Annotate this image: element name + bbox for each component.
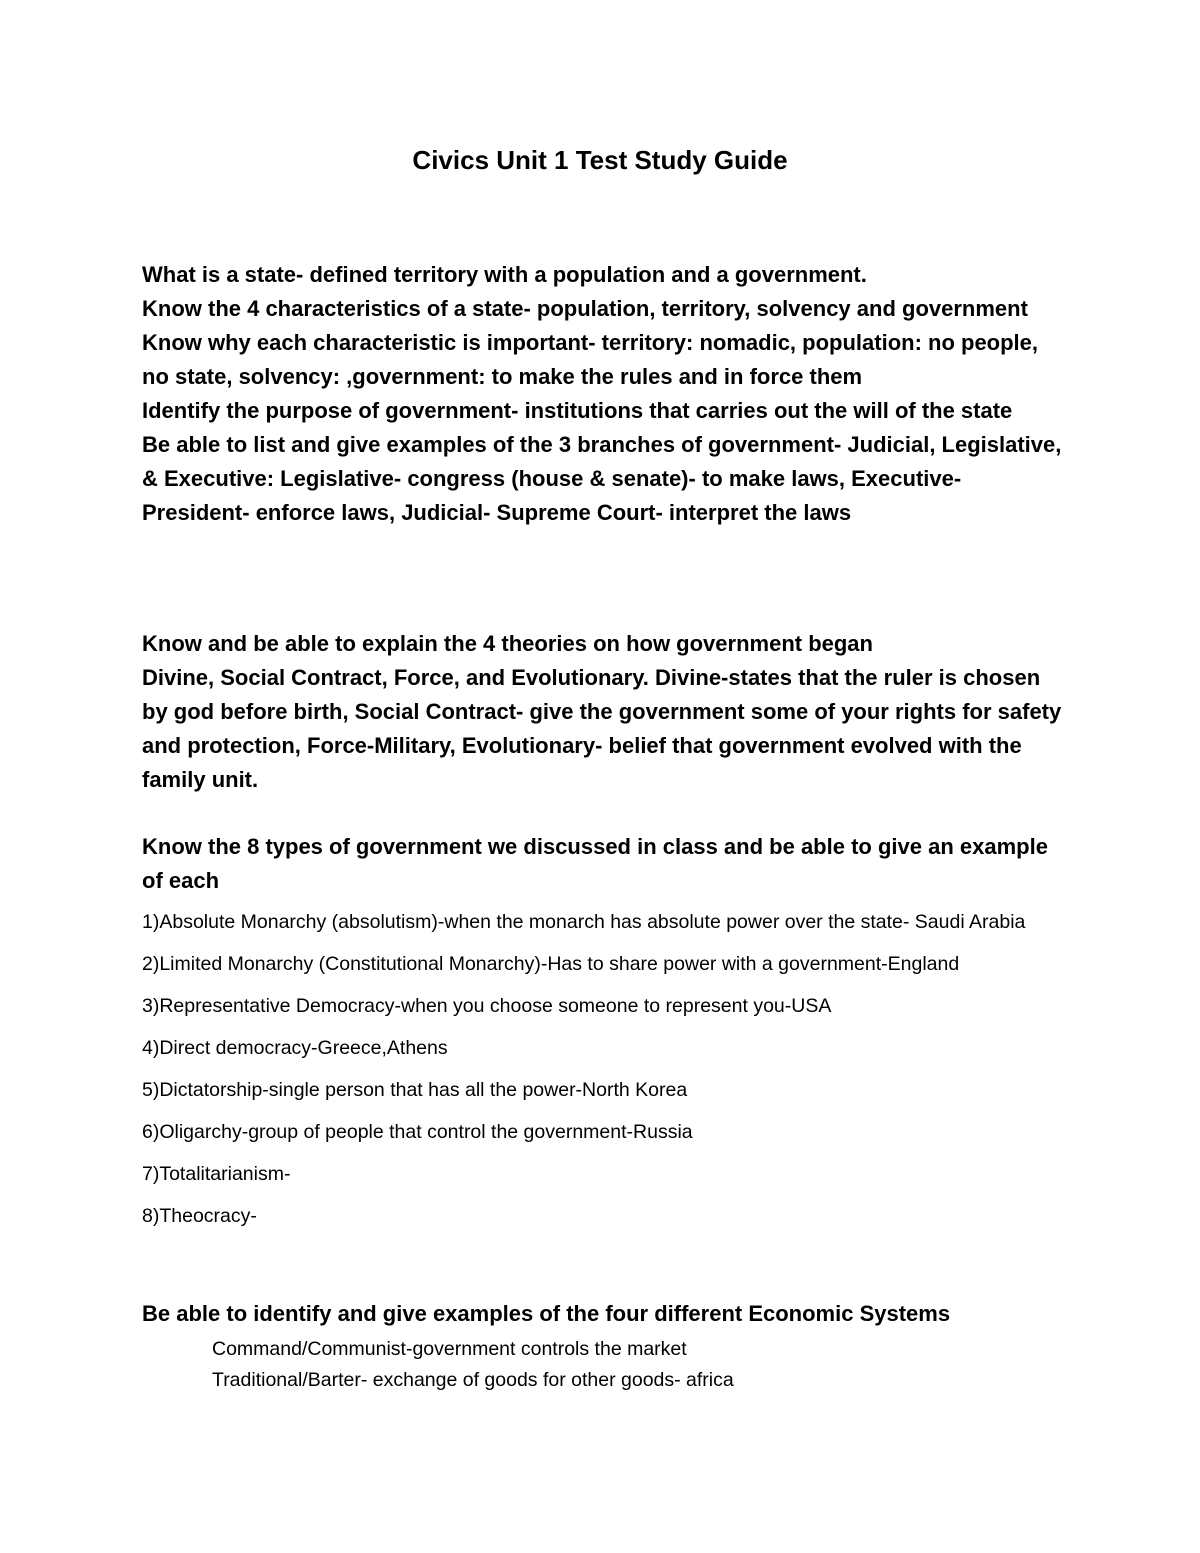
government-types-list: [142, 908, 1072, 1244]
list-item: 5)Dictatorship-single person that has all the power-North Korea: [142, 1079, 688, 1101]
page-title: Civics Unit 1 Test Study Guide: [412, 145, 788, 175]
economic-systems-heading: Be able to identify and give examples of the four different Economic Systems: [142, 1301, 951, 1326]
list-item: 6)Oligarchy-group of people that control the government-Russia: [142, 1121, 693, 1143]
list-item: Command/Communist-government controls the market: [212, 1338, 687, 1360]
theories-section: [142, 627, 1062, 797]
list-item: 8)Theocracy-: [142, 1205, 257, 1227]
intro-line-state: What is a state- defined territory with a population and a government.: [142, 262, 867, 287]
intro-section: [142, 258, 1062, 530]
intro-line-characteristics: Know the 4 characteristics of a state- population, territory, solvency and government: [142, 296, 1028, 321]
economic-systems-list: [212, 1334, 1112, 1396]
list-item: 3)Representative Democracy-when you choose someone to represent you-USA: [142, 995, 832, 1017]
list-item: Traditional/Barter- exchange of goods for other goods- africa: [212, 1369, 734, 1391]
theories-heading: Know and be able to explain the 4 theories on how government began: [142, 631, 873, 656]
types-heading: Know the 8 types of government we discussed in class and be able to give an example of each: [142, 834, 1048, 893]
list-item: 4)Direct democracy-Greece,Athens: [142, 1037, 448, 1059]
list-item: 7)Totalitarianism-: [142, 1163, 291, 1185]
intro-line-importance: Know why each characteristic is important- territory: nomadic, population: no people, no state, solvency: ,government: to make the rules and in force them: [142, 330, 1039, 389]
list-item: 2)Limited Monarchy (Constitutional Monarchy)-Has to share power with a government-England: [142, 953, 960, 975]
list-item: 1)Absolute Monarchy (absolutism)-when the monarch has absolute power over the state- Saudi Arabia: [142, 911, 1026, 933]
intro-line-branches: Be able to list and give examples of the 3 branches of government- Judicial, Legislative, & Executive: Legislative- congress (house & senate)- to make laws, Executive- President- enforce laws, Judicial- Supreme Court- interpret the laws: [142, 432, 1062, 525]
intro-line-purpose: Identify the purpose of government- institutions that carries out the will of the state: [142, 398, 1013, 423]
types-section-heading: [142, 830, 1062, 898]
theories-body: Divine, Social Contract, Force, and Evolutionary. Divine-states that the ruler is chosen by god before birth, Social Contract- give the government some of your rights for safety and protection, Force-Military, Evolutionary- belief that government evolved with the family unit.: [142, 665, 1062, 792]
